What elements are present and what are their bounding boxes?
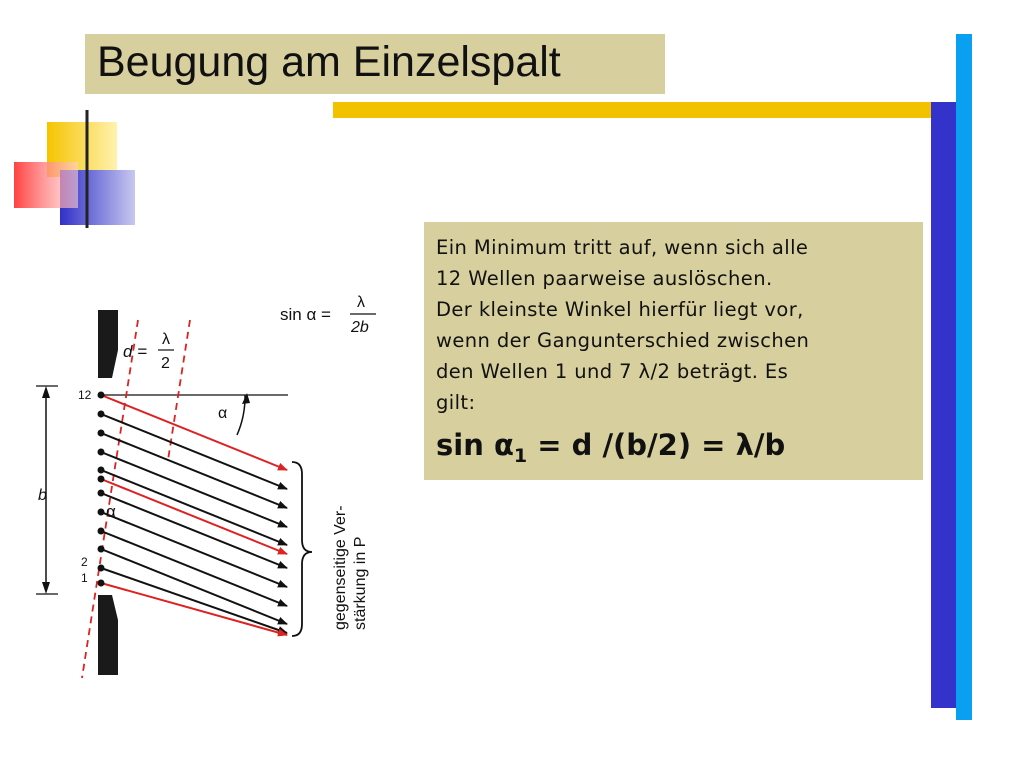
sin-formula-denominator: 2b	[351, 319, 369, 336]
source-dot	[98, 546, 105, 553]
ray-12	[101, 395, 287, 470]
ray-6	[101, 493, 287, 568]
formula-prefix: sin α	[436, 428, 514, 462]
explanation-box	[424, 222, 923, 480]
rays	[101, 395, 287, 635]
side-label-line-2: stärkung in P	[352, 536, 369, 630]
source-dot	[98, 509, 105, 516]
side-label	[332, 505, 369, 630]
angle-label-left: α	[106, 502, 116, 521]
decorative-squares	[0, 100, 960, 240]
source-dot	[98, 565, 105, 572]
title-box	[85, 34, 665, 94]
ray-10	[101, 433, 287, 508]
source-dot	[98, 476, 105, 483]
label-12: 12	[78, 388, 92, 402]
slit-wall-top	[98, 310, 118, 378]
source-dot	[98, 392, 105, 399]
dashed-wavefront-2	[168, 320, 190, 460]
formula	[436, 428, 911, 467]
source-dot	[98, 528, 105, 535]
source-dot	[98, 449, 105, 456]
source-dot	[98, 580, 105, 587]
b-arrow-bottom	[42, 582, 50, 594]
ray-8	[101, 470, 287, 545]
source-dot	[98, 411, 105, 418]
label-2: 2	[81, 555, 88, 569]
label-1: 1	[81, 571, 88, 585]
source-dot	[98, 490, 105, 497]
ray-1	[101, 583, 287, 635]
side-label-line-1: gegenseitige Ver-	[332, 505, 349, 630]
source-dot	[98, 430, 105, 437]
ray-5	[101, 512, 287, 587]
d-formula-denominator: 2	[161, 355, 170, 372]
ray-3	[101, 549, 287, 624]
ray-2	[101, 568, 287, 633]
sin-formula-label: sin α =	[280, 305, 331, 324]
explanation-text: Ein Minimum tritt auf, wenn sich alle 12 Wellen paarweise auslöschen. Der kleinste Winkel hierfür liegt vor, wenn der Gangunterschied zwischen den Wellen 1 und 7 λ/2 beträgt. Es gilt:	[436, 236, 810, 414]
single-slit-diagram	[0, 290, 420, 700]
d-formula-label: d =	[123, 342, 148, 361]
angle-label-right: α	[218, 405, 228, 422]
slit-wall-bottom	[98, 595, 118, 675]
slide-title: Beugung am Einzelspalt	[97, 38, 561, 86]
source-dot	[98, 467, 105, 474]
sin-formula-numerator: λ	[357, 294, 365, 311]
curly-brace	[292, 462, 312, 636]
d-formula-numerator: λ	[162, 331, 170, 348]
formula-subscript: 1	[513, 444, 528, 467]
ray-11	[101, 414, 287, 489]
label-b: b	[38, 487, 47, 504]
b-arrow-top	[42, 386, 50, 398]
formula-suffix: = d /(b/2) = λ/b	[527, 428, 786, 462]
